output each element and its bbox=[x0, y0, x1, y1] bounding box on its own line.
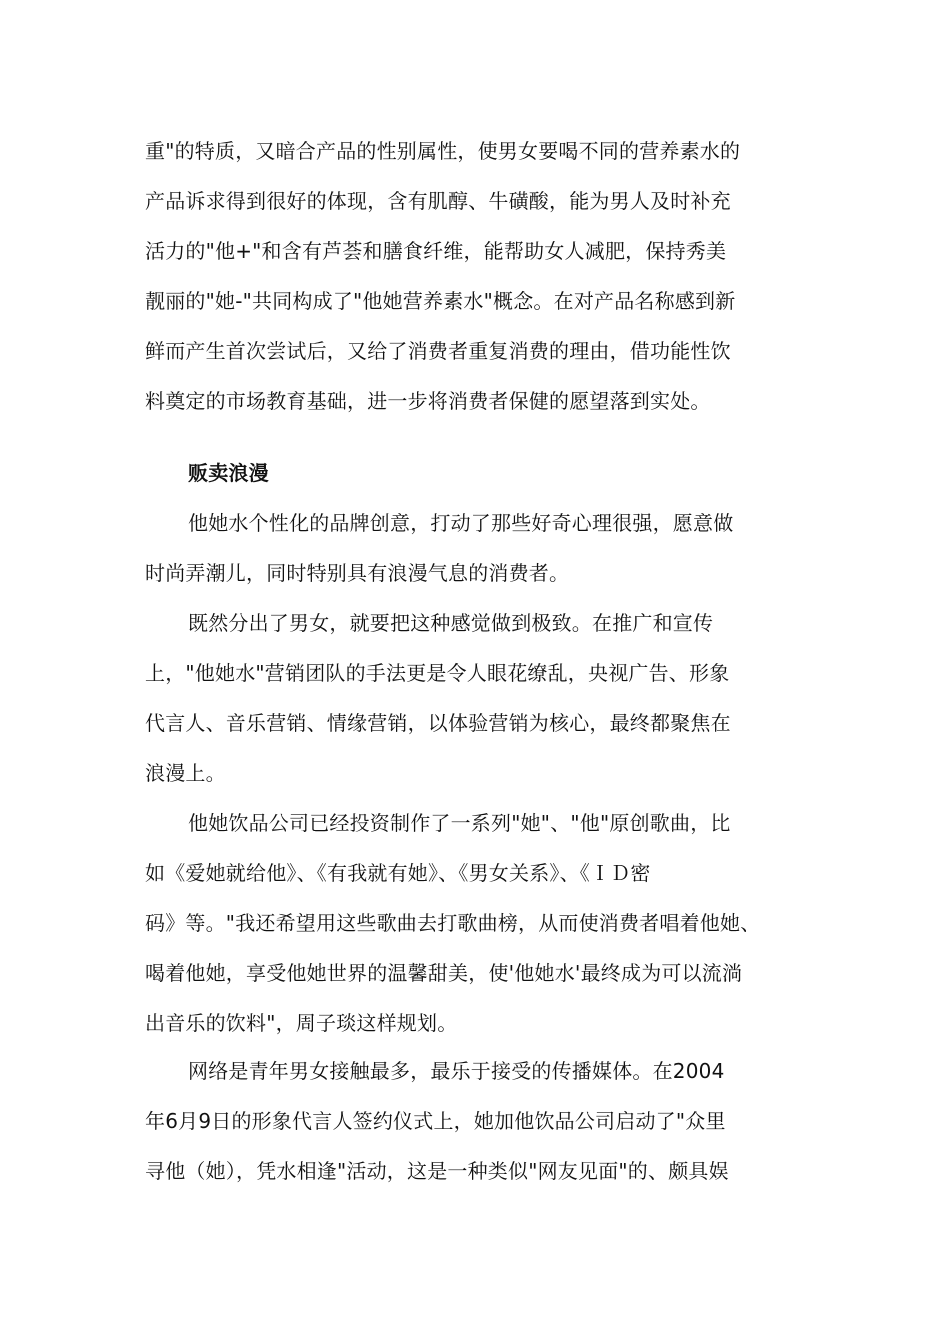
paragraph-line-10: 上，"他她水"营销团队的手法更是令人眼花缭乱，央视广告、形象 bbox=[145, 661, 730, 685]
paragraph-line-6: 料奠定的市场教育基础，进一步将消费者保健的愿望落到实处。 bbox=[145, 389, 711, 413]
section-heading: 贩卖浪漫 bbox=[188, 461, 269, 485]
paragraph-line-4: 靓丽的"她-"共同构成了"他她营养素水"概念。在对产品名称感到新 bbox=[145, 289, 736, 313]
paragraph-line-8: 时尚弄潮儿，同时特别具有浪漫气息的消费者。 bbox=[145, 561, 570, 585]
paragraph-line-16: 喝着他她，享受他她世界的温馨甜美，使'他她水'最终成为可以流淌 bbox=[145, 961, 743, 985]
paragraph-line-2: 产品诉求得到很好的体现，含有肌醇、牛磺酸，能为男人及时补充 bbox=[145, 189, 731, 213]
paragraph-line-1: 重"的特质，又暗合产品的性别属性，使男女要喝不同的营养素水的 bbox=[145, 139, 741, 163]
paragraph-line-3: 活力的"他+"和含有芦荟和膳食纤维，能帮助女人减肥，保持秀美 bbox=[145, 239, 727, 263]
paragraph-line-7: 他她水个性化的品牌创意，打动了那些好奇心理很强，愿意做 bbox=[188, 511, 734, 535]
paragraph-line-19: 年6月9日的形象代言人签约仪式上，她加他饮品公司启动了"众里 bbox=[145, 1109, 726, 1133]
paragraph-line-11: 代言人、音乐营销、情缘营销，以体验营销为核心，最终都聚焦在 bbox=[145, 711, 731, 735]
paragraph-line-13: 他她饮品公司已经投资制作了一系列"她"、"他"原创歌曲，比 bbox=[188, 811, 731, 835]
paragraph-line-15: 码》等。"我还希望用这些歌曲去打歌曲榜，从而使消费者唱着他她、 bbox=[145, 911, 761, 935]
paragraph-line-20: 寻他（她），凭水相逢"活动，这是一种类似"网友见面"的、颇具娱 bbox=[145, 1159, 729, 1183]
paragraph-line-17: 出音乐的饮料"，周子琰这样规划。 bbox=[145, 1011, 458, 1035]
paragraph-line-12: 浪漫上。 bbox=[145, 761, 226, 785]
paragraph-line-9: 既然分出了男女，就要把这种感觉做到极致。在推广和宣传 bbox=[188, 611, 714, 635]
paragraph-line-18: 网络是青年男女接触最多，最乐于接受的传播媒体。在2004 bbox=[188, 1059, 725, 1083]
paragraph-line-5: 鲜而产生首次尝试后，又给了消费者重复消费的理由，借功能性饮 bbox=[145, 339, 731, 363]
paragraph-line-14: 如《爱她就给他》、《有我就有她》、《男女关系》、《ＩＤ密 bbox=[145, 861, 651, 885]
